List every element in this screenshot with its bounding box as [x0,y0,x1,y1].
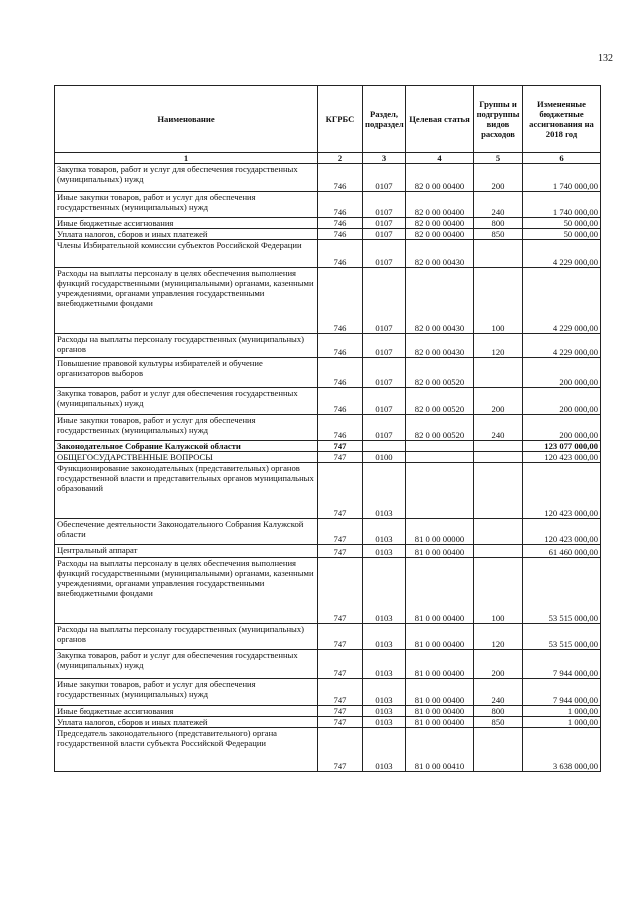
row-group [474,452,523,463]
row-group [474,545,523,558]
row-target: 82 0 00 00400 [406,218,474,229]
row-kgrbs: 746 [318,358,363,388]
header-groups: Группы и подгруппы видов расходов [474,86,523,153]
row-section: 0107 [363,358,406,388]
row-kgrbs: 747 [318,463,363,519]
row-amount: 1 000,00 [523,706,601,717]
row-target: 81 0 00 00410 [406,728,474,772]
row-group: 850 [474,717,523,728]
row-amount: 50 000,00 [523,229,601,240]
row-target: 81 0 00 00000 [406,519,474,545]
row-amount: 200 000,00 [523,388,601,415]
row-amount: 3 638 000,00 [523,728,601,772]
row-name: Иные бюджетные ассигнования [55,218,318,229]
row-amount: 53 515 000,00 [523,624,601,650]
table-row [55,452,601,463]
row-group: 200 [474,388,523,415]
row-amount: 53 515 000,00 [523,558,601,624]
row-amount: 200 000,00 [523,415,601,441]
row-name: Закупка товаров, работ и услуг для обеспечения государственных (муниципальных) нужд [55,388,318,415]
row-kgrbs: 746 [318,229,363,240]
row-group: 850 [474,229,523,240]
row-kgrbs: 747 [318,717,363,728]
row-section: 0103 [363,463,406,519]
row-name: Расходы на выплаты персоналу государственных (муниципальных) органов [55,624,318,650]
row-kgrbs: 747 [318,728,363,772]
header-name: Наименование [55,86,318,153]
row-kgrbs: 746 [318,240,363,268]
row-amount: 120 423 000,00 [523,463,601,519]
row-name: Расходы на выплаты персоналу в целях обеспечения выполнения функций государственными (муниципальными) органами, казенными учреждениями, органами управления государственными внебюджетными фондами [55,268,318,334]
row-section: 0107 [363,229,406,240]
column-number: 4 [406,153,474,164]
row-target: 82 0 00 00430 [406,334,474,358]
row-amount: 7 944 000,00 [523,650,601,679]
row-kgrbs: 747 [318,519,363,545]
row-kgrbs: 747 [318,650,363,679]
row-name: Центральный аппарат [55,545,318,558]
column-number: 2 [318,153,363,164]
row-name: Закупка товаров, работ и услуг для обеспечения государственных (муниципальных) нужд [55,650,318,679]
row-section: 0103 [363,519,406,545]
row-group: 240 [474,415,523,441]
table-row [55,229,601,240]
row-name: Иные закупки товаров, работ и услуг для обеспечения государственных (муниципальных) нужд [55,679,318,706]
row-target: 82 0 00 00400 [406,229,474,240]
row-group [474,358,523,388]
row-amount: 1 740 000,00 [523,164,601,192]
table-row [55,268,601,334]
table-row [55,240,601,268]
row-name: Расходы на выплаты персоналу в целях обеспечения выполнения функций государственными (муниципальными) органами, казенными учреждениями, органами управления государственными внебюджетными фондами [55,558,318,624]
row-name: Иные закупки товаров, работ и услуг для обеспечения государственных (муниципальных) нужд [55,192,318,218]
row-target: 81 0 00 00400 [406,558,474,624]
row-target: 82 0 00 00430 [406,268,474,334]
row-section: 0103 [363,545,406,558]
header-section: Раздел, подраздел [363,86,406,153]
row-amount: 120 423 000,00 [523,452,601,463]
row-name: Члены Избирательной комиссии субъектов Российской Федерации [55,240,318,268]
row-kgrbs: 747 [318,679,363,706]
table-row [55,334,601,358]
row-name: Уплата налогов, сборов и иных платежей [55,229,318,240]
table-row [55,650,601,679]
row-target [406,441,474,452]
table-row [55,388,601,415]
row-name: Повышение правовой культуры избирателей и обучение организаторов выборов [55,358,318,388]
row-name: Иные бюджетные ассигнования [55,706,318,717]
row-name: ОБЩЕГОСУДАРСТВЕННЫЕ ВОПРОСЫ [55,452,318,463]
row-kgrbs: 746 [318,334,363,358]
header-row [55,86,601,153]
header-kgrbs: КГРБС [318,86,363,153]
row-group [474,240,523,268]
row-kgrbs: 746 [318,268,363,334]
table-body [55,164,601,772]
row-target: 82 0 00 00520 [406,358,474,388]
row-section: 0107 [363,334,406,358]
budget-table [54,85,601,772]
table-row [55,624,601,650]
row-kgrbs: 746 [318,192,363,218]
row-target: 82 0 00 00400 [406,192,474,218]
table-row [55,679,601,706]
row-name: Обеспечение деятельности Законодательного Собрания Калужской области [55,519,318,545]
row-group: 100 [474,268,523,334]
table-row [55,519,601,545]
table-row [55,164,601,192]
row-group [474,728,523,772]
row-group: 120 [474,334,523,358]
row-target: 81 0 00 00400 [406,717,474,728]
row-group: 800 [474,218,523,229]
row-section [363,441,406,452]
row-group: 200 [474,650,523,679]
row-target: 81 0 00 00400 [406,624,474,650]
table-row [55,218,601,229]
table-row [55,441,601,452]
row-section: 0107 [363,415,406,441]
table-row [55,545,601,558]
row-amount: 50 000,00 [523,218,601,229]
row-section: 0107 [363,218,406,229]
row-kgrbs: 746 [318,164,363,192]
row-group: 120 [474,624,523,650]
row-target: 82 0 00 00520 [406,388,474,415]
row-amount: 61 460 000,00 [523,545,601,558]
row-target [406,452,474,463]
row-amount: 7 944 000,00 [523,679,601,706]
row-target: 82 0 00 00430 [406,240,474,268]
column-number: 5 [474,153,523,164]
row-amount: 1 000,00 [523,717,601,728]
row-name: Функционирование законодательных (представительных) органов государственной власти и представительных органов муниципальных образований [55,463,318,519]
row-section: 0107 [363,240,406,268]
table-row [55,358,601,388]
row-group: 240 [474,679,523,706]
row-amount: 123 077 000,00 [523,441,601,452]
row-group: 100 [474,558,523,624]
row-group: 200 [474,164,523,192]
row-section: 0103 [363,706,406,717]
row-target: 81 0 00 00400 [406,706,474,717]
table-row [55,706,601,717]
row-amount: 4 229 000,00 [523,268,601,334]
header-amount: Измененные бюджетные ассигнования на 2018 год [523,86,601,153]
row-kgrbs: 746 [318,218,363,229]
row-kgrbs: 747 [318,545,363,558]
row-target: 81 0 00 00400 [406,545,474,558]
column-number: 3 [363,153,406,164]
row-target: 81 0 00 00400 [406,650,474,679]
row-target [406,463,474,519]
row-group [474,441,523,452]
row-amount: 200 000,00 [523,358,601,388]
row-group: 240 [474,192,523,218]
page-number: 132 [598,53,613,64]
row-name: Уплата налогов, сборов и иных платежей [55,717,318,728]
row-group [474,519,523,545]
row-kgrbs: 747 [318,441,363,452]
column-number: 6 [523,153,601,164]
row-amount: 120 423 000,00 [523,519,601,545]
table-row [55,717,601,728]
row-section: 0103 [363,558,406,624]
row-name: Законодательное Собрание Калужской области [55,441,318,452]
row-group: 800 [474,706,523,717]
column-number-row [55,153,601,164]
row-group [474,463,523,519]
row-name: Иные закупки товаров, работ и услуг для обеспечения государственных (муниципальных) нужд [55,415,318,441]
header-target: Целевая статья [406,86,474,153]
row-kgrbs: 746 [318,388,363,415]
row-section: 0107 [363,268,406,334]
row-section: 0107 [363,192,406,218]
row-section: 0103 [363,650,406,679]
row-section: 0103 [363,624,406,650]
column-number: 1 [55,153,318,164]
row-target: 82 0 00 00520 [406,415,474,441]
table-row [55,728,601,772]
row-amount: 4 229 000,00 [523,240,601,268]
row-section: 0107 [363,164,406,192]
row-section: 0107 [363,388,406,415]
table-row [55,415,601,441]
row-section: 0103 [363,728,406,772]
row-amount: 1 740 000,00 [523,192,601,218]
row-amount: 4 229 000,00 [523,334,601,358]
row-target: 81 0 00 00400 [406,679,474,706]
row-section: 0103 [363,679,406,706]
row-kgrbs: 747 [318,558,363,624]
row-name: Закупка товаров, работ и услуг для обеспечения государственных (муниципальных) нужд [55,164,318,192]
row-kgrbs: 746 [318,415,363,441]
row-target: 82 0 00 00400 [406,164,474,192]
table-row [55,192,601,218]
row-kgrbs: 747 [318,624,363,650]
table-row [55,558,601,624]
row-name: Председатель законодательного (представительного) органа государственной власти субъекта Российской Федерации [55,728,318,772]
row-section: 0103 [363,717,406,728]
row-section: 0100 [363,452,406,463]
row-kgrbs: 747 [318,452,363,463]
row-kgrbs: 747 [318,706,363,717]
table-row [55,463,601,519]
row-name: Расходы на выплаты персоналу государственных (муниципальных) органов [55,334,318,358]
